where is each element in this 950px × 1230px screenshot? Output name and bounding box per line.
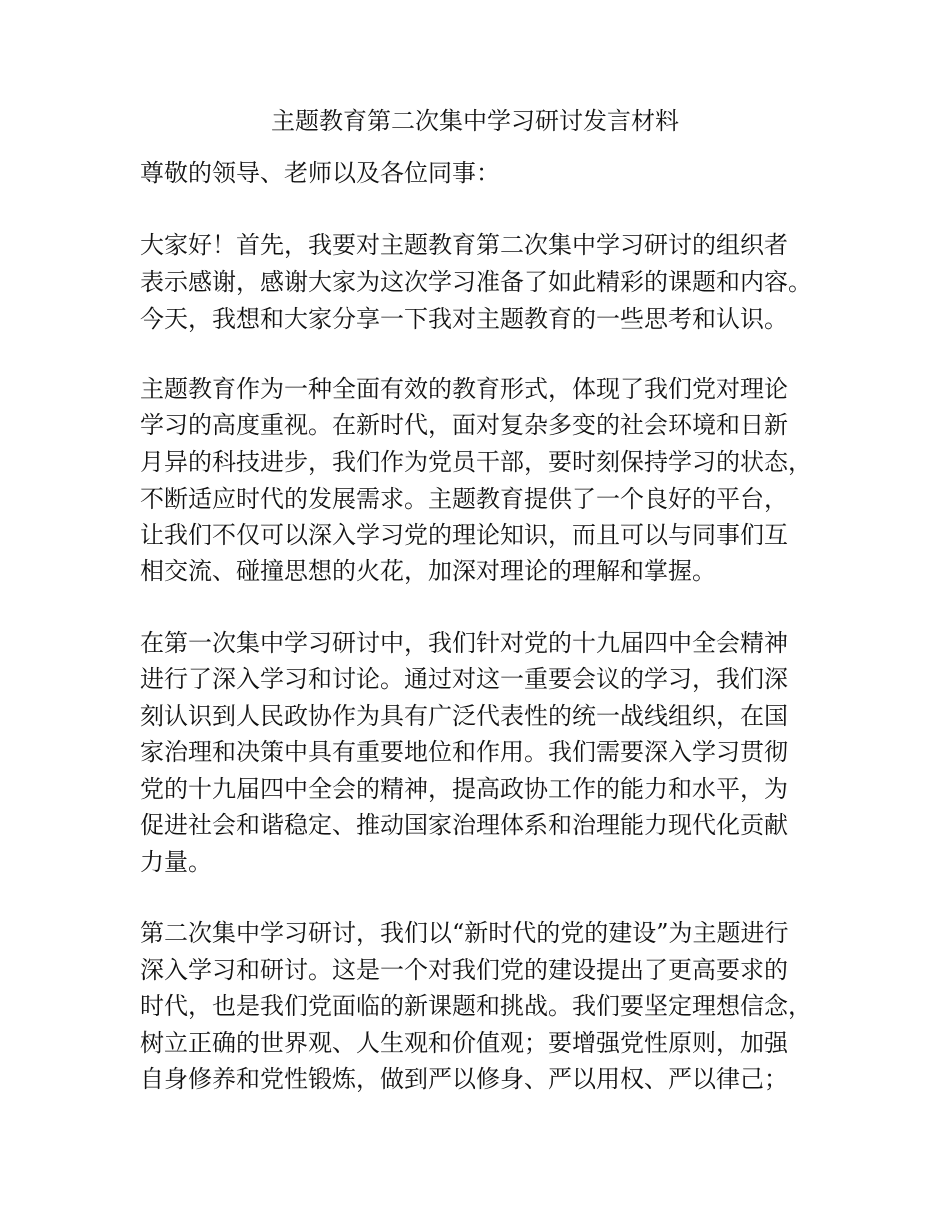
paragraph-1-line-2: 表示感谢，感谢大家为这次学习准备了如此精彩的课题和内容。 xyxy=(140,268,812,296)
paragraph-4-line-4: 树立正确的世界观、人生观和价值观；要增强党性原则，加强 xyxy=(140,1029,788,1057)
paragraph-2-line-6: 相交流、碰撞思想的火花，加深对理论的理解和掌握。 xyxy=(140,557,716,585)
paragraph-3-line-4: 家治理和决策中具有重要地位和作用。我们需要深入学习贯彻 xyxy=(140,738,788,766)
paragraph-1-line-1: 大家好！首先，我要对主题教育第二次集中学习研讨的组织者 xyxy=(140,231,788,259)
paragraph-1-line-3: 今天，我想和大家分享一下我对主题教育的一些思考和认识。 xyxy=(140,305,788,333)
paragraph-2-line-4: 不断适应时代的发展需求。主题教育提供了一个良好的平台， xyxy=(140,485,788,513)
paragraph-3-line-1: 在第一次集中学习研讨中，我们针对党的十九届四中全会精神 xyxy=(140,629,788,657)
paragraph-4-line-5: 自身修养和党性锻炼，做到严以修身、严以用权、严以律己； xyxy=(140,1065,788,1093)
page-title: 主题教育第二次集中学习研讨发言材料 xyxy=(271,107,679,135)
paragraph-3-line-3: 刻认识到人民政协作为具有广泛代表性的统一战线组织，在国 xyxy=(140,702,788,730)
paragraph-3-line-2: 进行了深入学习和讨论。通过对这一重要会议的学习，我们深 xyxy=(140,665,788,693)
paragraph-4-line-3: 时代，也是我们党面临的新课题和挑战。我们要坚定理想信念， xyxy=(140,992,812,1020)
paragraph-2-line-3: 月异的科技进步，我们作为党员干部，要时刻保持学习的状态， xyxy=(140,448,812,476)
paragraph-3-line-5: 党的十九届四中全会的精神，提高政协工作的能力和水平，为 xyxy=(140,775,788,803)
paragraph-4-line-2: 深入学习和研讨。这是一个对我们党的建设提出了更高要求的 xyxy=(140,956,788,984)
paragraph-4-line-1: 第二次集中学习研讨，我们以“新时代的党的建设”为主题进行 xyxy=(140,919,789,947)
paragraph-3-line-7: 力量。 xyxy=(140,848,212,876)
salutation: 尊敬的领导、老师以及各位同事： xyxy=(140,159,500,187)
paragraph-3-line-6: 促进社会和谐稳定、推动国家治理体系和治理能力现代化贡献 xyxy=(140,811,788,839)
paragraph-2-line-2: 学习的高度重视。在新时代，面对复杂多变的社会环境和日新 xyxy=(140,411,788,439)
paragraph-2-line-1: 主题教育作为一种全面有效的教育形式，体现了我们党对理论 xyxy=(140,375,788,403)
paragraph-2-line-5: 让我们不仅可以深入学习党的理论知识，而且可以与同事们互 xyxy=(140,521,788,549)
